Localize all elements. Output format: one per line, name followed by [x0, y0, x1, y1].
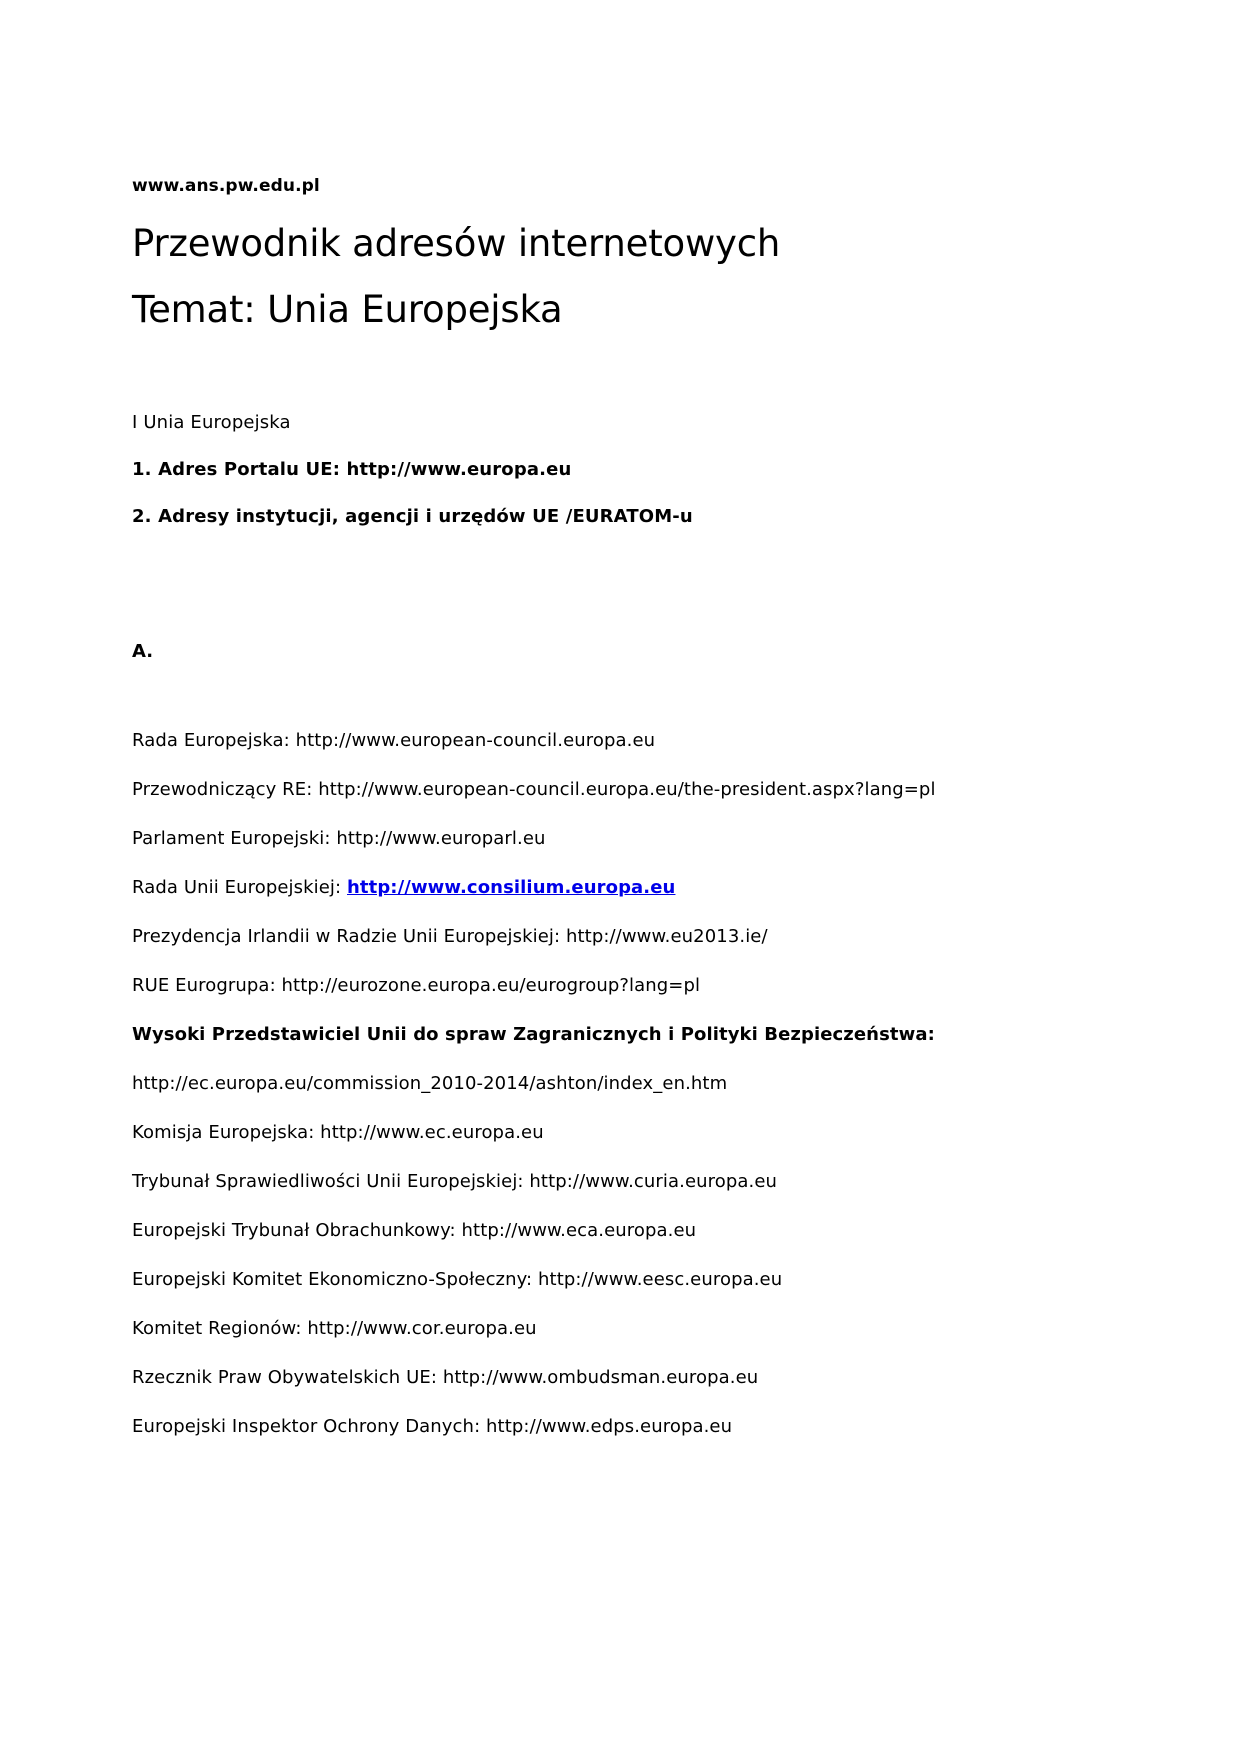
document-content — [132, 0, 1052, 1463]
list-item: Trybunał Sprawiedliwości Unii Europejskiej: http://www.curia.europa.eu — [132, 1171, 778, 1192]
numbered-item-2: 2. Adresy instytucji, agencji i urzędów UE /EURATOM-u — [132, 506, 693, 527]
list-item: Rzecznik Praw Obywatelskich UE: http://www.ombudsman.europa.eu — [132, 1367, 759, 1388]
numbered-item-1: 1. Adres Portalu UE: http://www.europa.eu — [132, 459, 572, 480]
section-letter-a: A. — [132, 641, 154, 662]
site-url-header: www.ans.pw.edu.pl — [132, 176, 320, 196]
page-title-line-1: Przewodnik adresów internetowych — [132, 222, 781, 265]
section-heading: I Unia Europejska — [132, 412, 291, 433]
list-item: Parlament Europejski: http://www.europarl.eu — [132, 828, 546, 849]
list-item: http://ec.europa.eu/commission_2010-2014/ashton/index_en.htm — [132, 1073, 728, 1094]
list-item: RUE Eurogrupa: http://eurozone.europa.eu/eurogroup?lang=pl — [132, 975, 701, 996]
list-item-label: Rada Unii Europejskiej: — [132, 877, 347, 898]
list-item: Wysoki Przedstawiciel Unii do spraw Zagranicznych i Polityki Bezpieczeństwa: — [132, 1024, 935, 1045]
intro-block — [132, 333, 1052, 528]
list-item: Europejski Inspektor Ochrony Danych: http://www.edps.europa.eu — [132, 1416, 733, 1437]
institution-link-list — [132, 663, 1052, 1439]
list-item: Europejski Trybunał Obrachunkowy: http://www.eca.europa.eu — [132, 1220, 697, 1241]
list-item: Rada Europejska: http://www.european-council.europa.eu — [132, 730, 656, 751]
list-item: Komisja Europejska: http://www.ec.europa.eu — [132, 1122, 544, 1143]
consilium-hyperlink[interactable]: http://www.consilium.europa.eu — [347, 877, 676, 898]
list-item: Europejski Komitet Ekonomiczno-Społeczny: http://www.eesc.europa.eu — [132, 1269, 783, 1290]
list-item: Przewodniczący RE: http://www.european-council.europa.eu/the-president.aspx?lang=pl — [132, 779, 936, 800]
list-item — [132, 875, 1052, 900]
list-item: Komitet Regionów: http://www.cor.europa.eu — [132, 1318, 537, 1339]
page-title-line-2: Temat: Unia Europejska — [132, 288, 563, 331]
list-item: Prezydencja Irlandii w Radzie Unii Europejskiej: http://www.eu2013.ie/ — [132, 926, 768, 947]
